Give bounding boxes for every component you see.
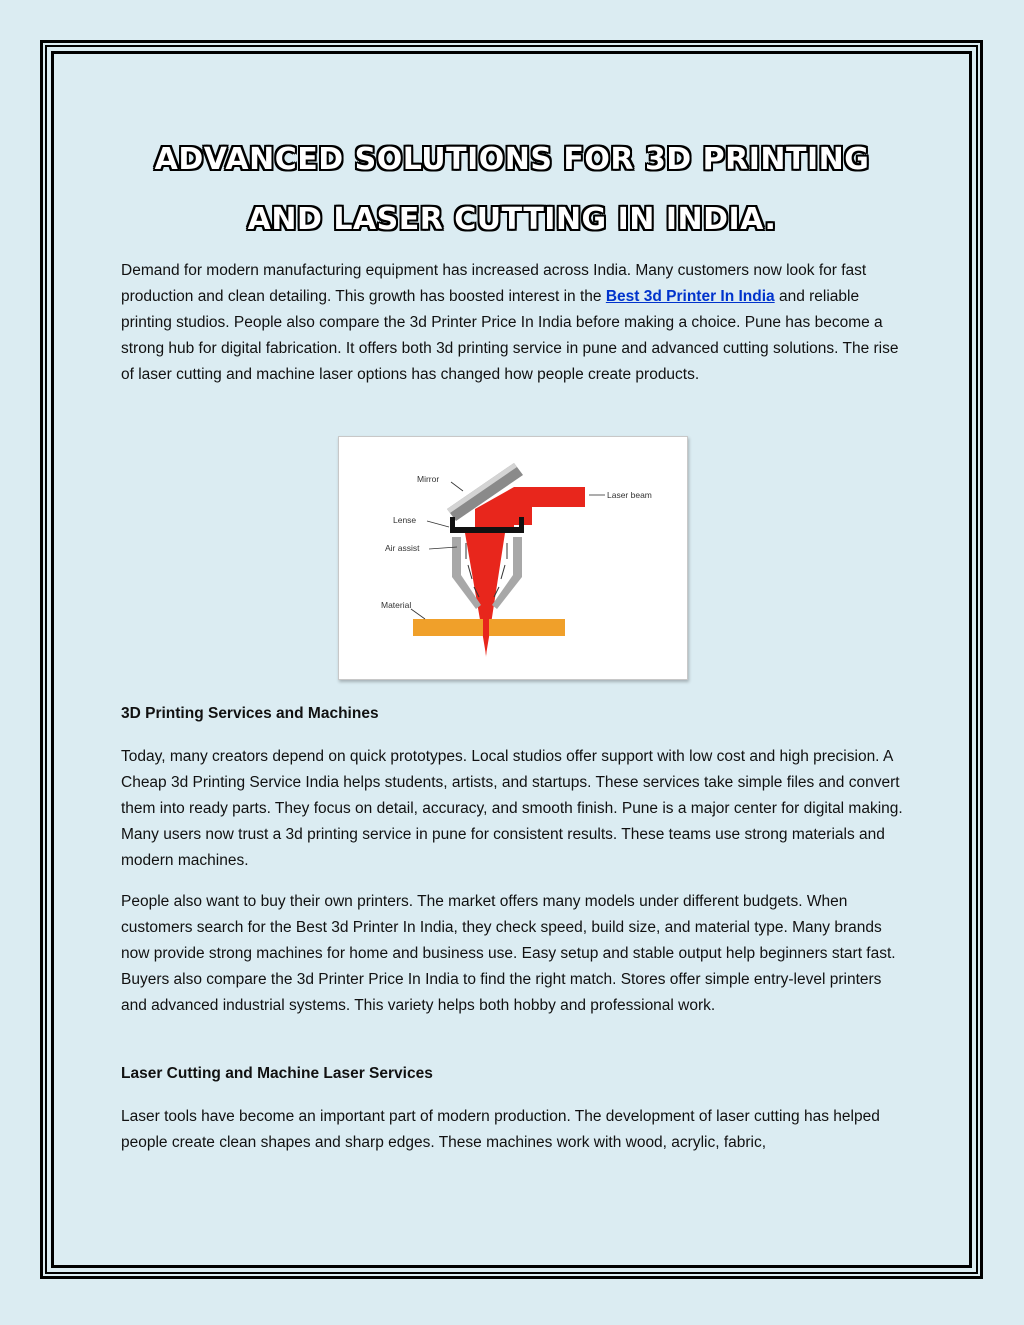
leader-lense — [427, 521, 449, 527]
lens-bracket-right — [519, 517, 524, 533]
intro-text-after-link: and reliable printing studios. People also compare the 3d Printer Price In India before making a choice. Pune has become a strong hub for digital fabrication. It offers both 3d printing service in pune and advanced cutting solutions. The rise of laser cutting and machine laser options has changed how people create products. — [121, 288, 899, 383]
page-title-line-2: AND LASER CUTTING IN INDIA. — [247, 202, 777, 237]
label-air-assist: Air assist — [385, 543, 420, 553]
air-arrow-5 — [501, 565, 505, 579]
laser-cutting-diagram — [338, 436, 688, 680]
section-1-paragraph-1: Today, many creators depend on quick prototypes. Local studios offer support with low cost and high precision. A Cheap 3d Printing Service India helps students, artists, and startups. These services take simple files and convert them into ready parts. They focus on detail, accuracy, and smooth finish. Pune is a major center for digital making. Many users now trust a 3d printing service in pune for consistent results. These teams use strong materials and modern machines. — [121, 748, 903, 869]
section-2-paragraph-1: Laser tools have become an important part of modern production. The development of laser cutting has helped people create clean shapes and sharp edges. These machines work with wood, acrylic, fabric, — [121, 1108, 880, 1151]
intro-paragraph — [121, 258, 911, 388]
label-laser-beam: Laser beam — [607, 490, 652, 500]
lens-bracket — [450, 527, 524, 533]
intro-text-before-link: Demand for modern manufacturing equipment has increased across India. Many customers now look for fast production and clean detailing. This growth has boosted interest in the — [121, 262, 867, 305]
leader-mirror — [451, 482, 463, 491]
best-3d-printer-link[interactable]: Best 3d Printer In India — [605, 288, 775, 305]
section-heading-laser-cutting: Laser Cutting and Machine Laser Services — [121, 1065, 433, 1082]
laser-diagram-svg — [339, 437, 687, 679]
material-left — [413, 619, 483, 636]
leader-material — [411, 609, 425, 619]
page-title — [100, 130, 924, 250]
laser-beam-horizontal — [514, 487, 585, 525]
label-mirror: Mirror — [417, 474, 440, 484]
label-material: Material — [381, 600, 412, 610]
section-1-paragraph-2: People also want to buy their own printers. The market offers many models under different budgets. When customers search for the Best 3d Printer In India, they check speed, build size, and material type. Many brands now provide strong machines for home and business use. Easy setup and stable output help beginners start fast. Buyers also compare the 3d Printer Price In India to find the right match. Stores offer simple entry-level printers and advanced industrial systems. This variety helps both hobby and professional work. — [121, 893, 896, 1014]
material-right — [489, 619, 565, 636]
lens-bracket-left — [450, 517, 455, 533]
page-title-line-1: ADVANCED SOLUTIONS FOR 3D PRINTING — [154, 142, 870, 177]
section-heading-3d-printing: 3D Printing Services and Machines — [121, 705, 379, 722]
label-lense: Lense — [393, 515, 417, 525]
